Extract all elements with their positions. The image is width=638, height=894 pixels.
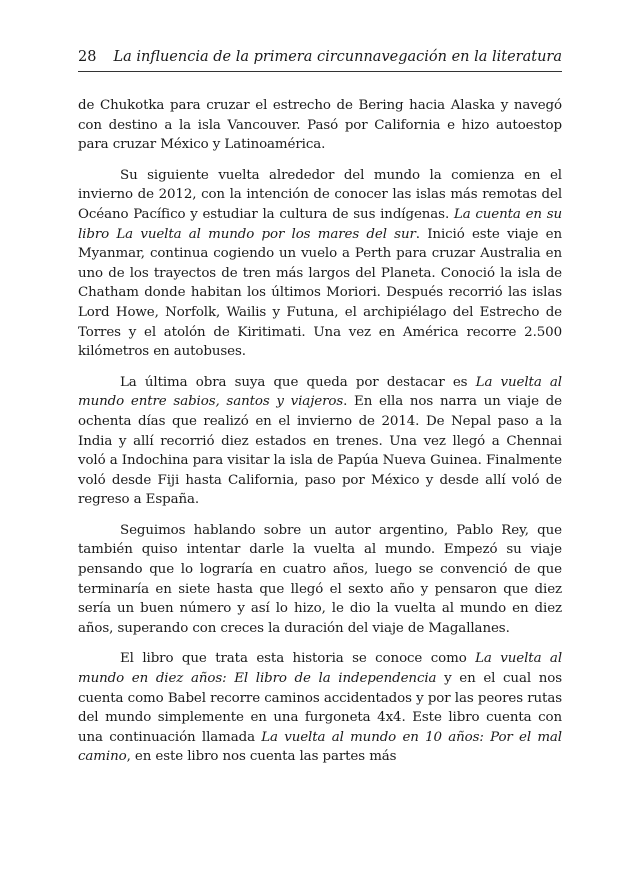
book-title-separator: : <box>222 671 235 687</box>
text-run: de Chukotka para cruzar el estrecho de Bering hacia Alaska y navegó con destino a la isla Vancouver. Pasó por California e hizo autoestop para cruzar México y Latinoamérica. <box>78 98 562 153</box>
header-rule <box>78 71 562 72</box>
text-run: Seguimos hablando sobre un autor argentino, Pablo Rey, que también quiso intentar darle la vuelta al mundo. Empezó su viaje pensando que lo lograría en cuatro años, luego se convenció de que terminaría en siete hasta que llegó el sexto año y pensaron que diez sería un buen número y así lo hizo, le dio la vuelta al mundo en diez años, superando con creces la duración del viaje de Magallanes. <box>78 522 562 636</box>
text-run: . En ella nos narra un viaje de ochenta días que realizó en el invierno de 2014. De Nepal paso a la India y allí recorrió diez estados en trenes. Una vez llegó a Chennai voló a Indochina para visitar la isla de Papúa Nueva Guinea. Finalmente voló desde Fiji hasta California, paso por México y desde allí voló de regreso a España. <box>78 394 562 508</box>
text-run: El libro que trata esta historia se conoce como <box>120 651 476 667</box>
book-title: El libro de la independencia <box>234 671 437 687</box>
paragraph <box>78 96 562 155</box>
text-run: y en el cual nos cuenta como Babel recorre caminos accidentados y por las peores rutas del mundo simplemente en una furgoneta 4x4. Este libro cuenta con una continuación llamada <box>78 671 562 745</box>
book-title: La vuelta al mundo en 10 años: Por el mal camino <box>78 729 562 765</box>
book-title: La vuelta al mundo en diez años <box>78 651 562 687</box>
book-page <box>78 0 562 894</box>
paragraph <box>78 373 562 510</box>
text-run: , en este libro nos cuenta las partes más <box>126 749 397 765</box>
book-title: La vuelta al mundo entre sabios <box>78 374 562 410</box>
paragraph <box>78 521 562 639</box>
paragraph <box>78 649 562 767</box>
running-title: La influencia de la primera circunnavegación en la literatura <box>113 49 562 65</box>
text-run: La última obra suya que queda por destacar es <box>120 374 476 390</box>
book-title: santos y viajeros <box>226 394 344 410</box>
page-header <box>78 48 562 70</box>
text-run: Su siguiente vuelta alrededor del mundo la comienza en el invierno de 2012, con la intención de conocer las islas más remotas del Océano Pacífico y estudiar la cultura de sus indígenas. <box>78 167 562 222</box>
book-title-separator: , <box>215 394 227 410</box>
page-number: 28 <box>78 49 97 65</box>
body-text <box>78 96 562 778</box>
book-title: La cuenta en su libro La vuelta al mundo por los mares del sur <box>78 206 563 242</box>
paragraph <box>78 166 562 362</box>
text-run: . Inició este viaje en Myanmar, continua cogiendo un vuelo a Perth para cruzar Australia en uno de los trayectos de tren más largos del Planeta. Conoció la isla de Chatham donde habitan los últimos Moriori. Después recorrió las islas Lord Howe, Norfolk, Wailis y Futuna, el archipiélago del Estrecho de Torres y el atolón de Kiritimati. Una vez en América recorre 2.500 kilómetros en autobuses. <box>78 226 562 360</box>
